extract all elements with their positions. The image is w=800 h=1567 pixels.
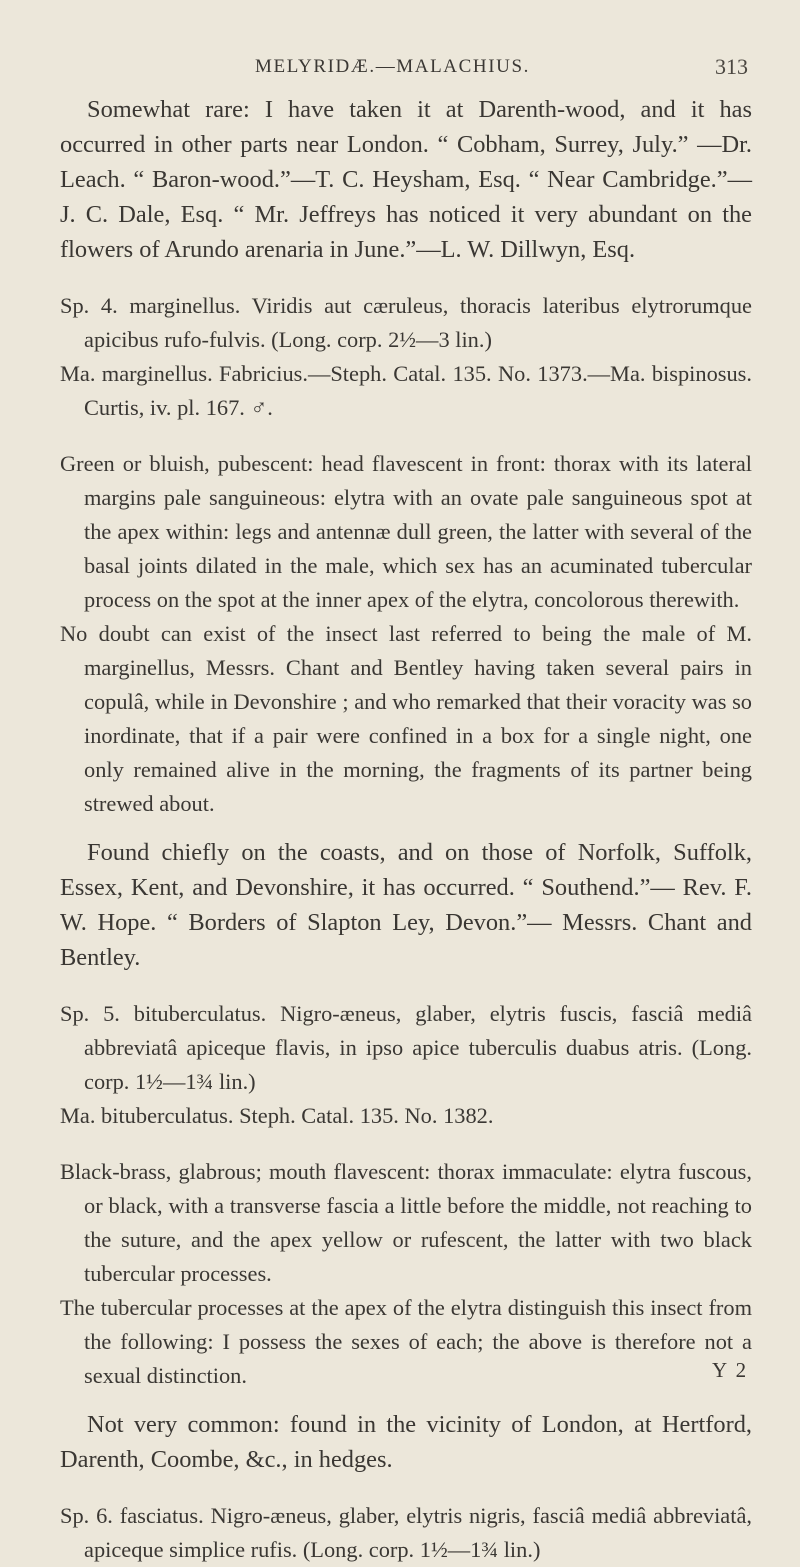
running-title: MELYRIDÆ.—MALACHIUS. xyxy=(255,56,530,77)
paragraph-species-4-detail: Green or bluish, pubescent: head flavescent in front: thorax with its lateral margins pale sanguineous: elytra with an ovate pale sanguineous spot at the apex within: legs and antennæ dull green, the latter with several of the basal joints dilated in the male, which sex has an acuminated tubercular process on the spot at the inner apex of the elytra, concolorous therewith. xyxy=(60,451,752,612)
paragraph-species-4-notes: No doubt can exist of the insect last referred to being the male of M. marginellus, Messrs. Chant and Bentley having taken several pairs in copulâ, while in Devonshire ; and who remarked that their voracity was so inordinate, that if a pair were confined in a box for a single night, one only remained alive in the morning, the fragments of its partner being strewed about. xyxy=(60,621,752,816)
paragraph-locality-3: Not very common: found in the vicinity of London, at Hertford, Darenth, Coombe, &c., in hedges. xyxy=(60,1411,752,1473)
paragraph-locality-2: Found chiefly on the coasts, and on those of Norfolk, Suffolk, Essex, Kent, and Devonshire, it has occurred. “ Southend.”— Rev. F. W. Hope. “ Borders of Slapton Ley, Devon.”— Messrs. Chant and Bentley. xyxy=(60,839,752,971)
paragraph-species-5-notes: The tubercular processes at the apex of the elytra distinguish this insect from the following: I possess the sexes of each; the above is therefore not a sexual distinction. xyxy=(60,1295,752,1388)
paragraph-species-5-detail: Black-brass, glabrous; mouth flavescent: thorax immaculate: elytra fuscous, or black, with a transverse fascia a little before the middle, not reaching to the suture, and the apex yellow or rufescent, the latter with two black tubercular processes. xyxy=(60,1159,752,1286)
species-4-synonymy: Ma. marginellus. Fabricius.—Steph. Catal. 135. No. 1373.—Ma. bispinosus. Curtis, iv. pl. 167. ♂. xyxy=(60,361,752,420)
species-5-synonymy: Ma. bituberculatus. Steph. Catal. 135. No. 1382. xyxy=(60,1103,494,1128)
species-4-description: Sp. 4. marginellus. Viridis aut cæruleus, thoracis lateribus elytrorumque apicibus rufo-fulvis. (Long. corp. 2½—3 lin.) xyxy=(60,293,752,352)
page-number: 313 xyxy=(715,54,748,79)
signature-mark: Y 2 xyxy=(712,1358,749,1382)
running-head xyxy=(60,48,752,78)
species-6-description: Sp. 6. fasciatus. Nigro-æneus, glaber, elytris nigris, fasciâ mediâ abbreviatâ, apiceque simplice rufis. (Long. corp. 1½—1¾ lin.) xyxy=(60,1503,752,1562)
species-5-description: Sp. 5. bituberculatus. Nigro-æneus, glaber, elytris fuscis, fasciâ mediâ abbreviatâ apiceque flavis, in ipso apice tuberculis duabus atris. (Long. corp. 1½—1¾ lin.) xyxy=(60,1001,752,1094)
paragraph-locality-1: Somewhat rare: I have taken it at Darenth-wood, and it has occurred in other parts near London. “ Cobham, Surrey, July.” —Dr. Leach. “ Baron-wood.”—T. C. Heysham, Esq. “ Near Cambridge.”—J. C. Dale, Esq. “ Mr. Jeffreys has noticed it very abundant on the flowers of Arundo arenaria in June.”—L. W. Dillwyn, Esq. xyxy=(60,96,752,263)
